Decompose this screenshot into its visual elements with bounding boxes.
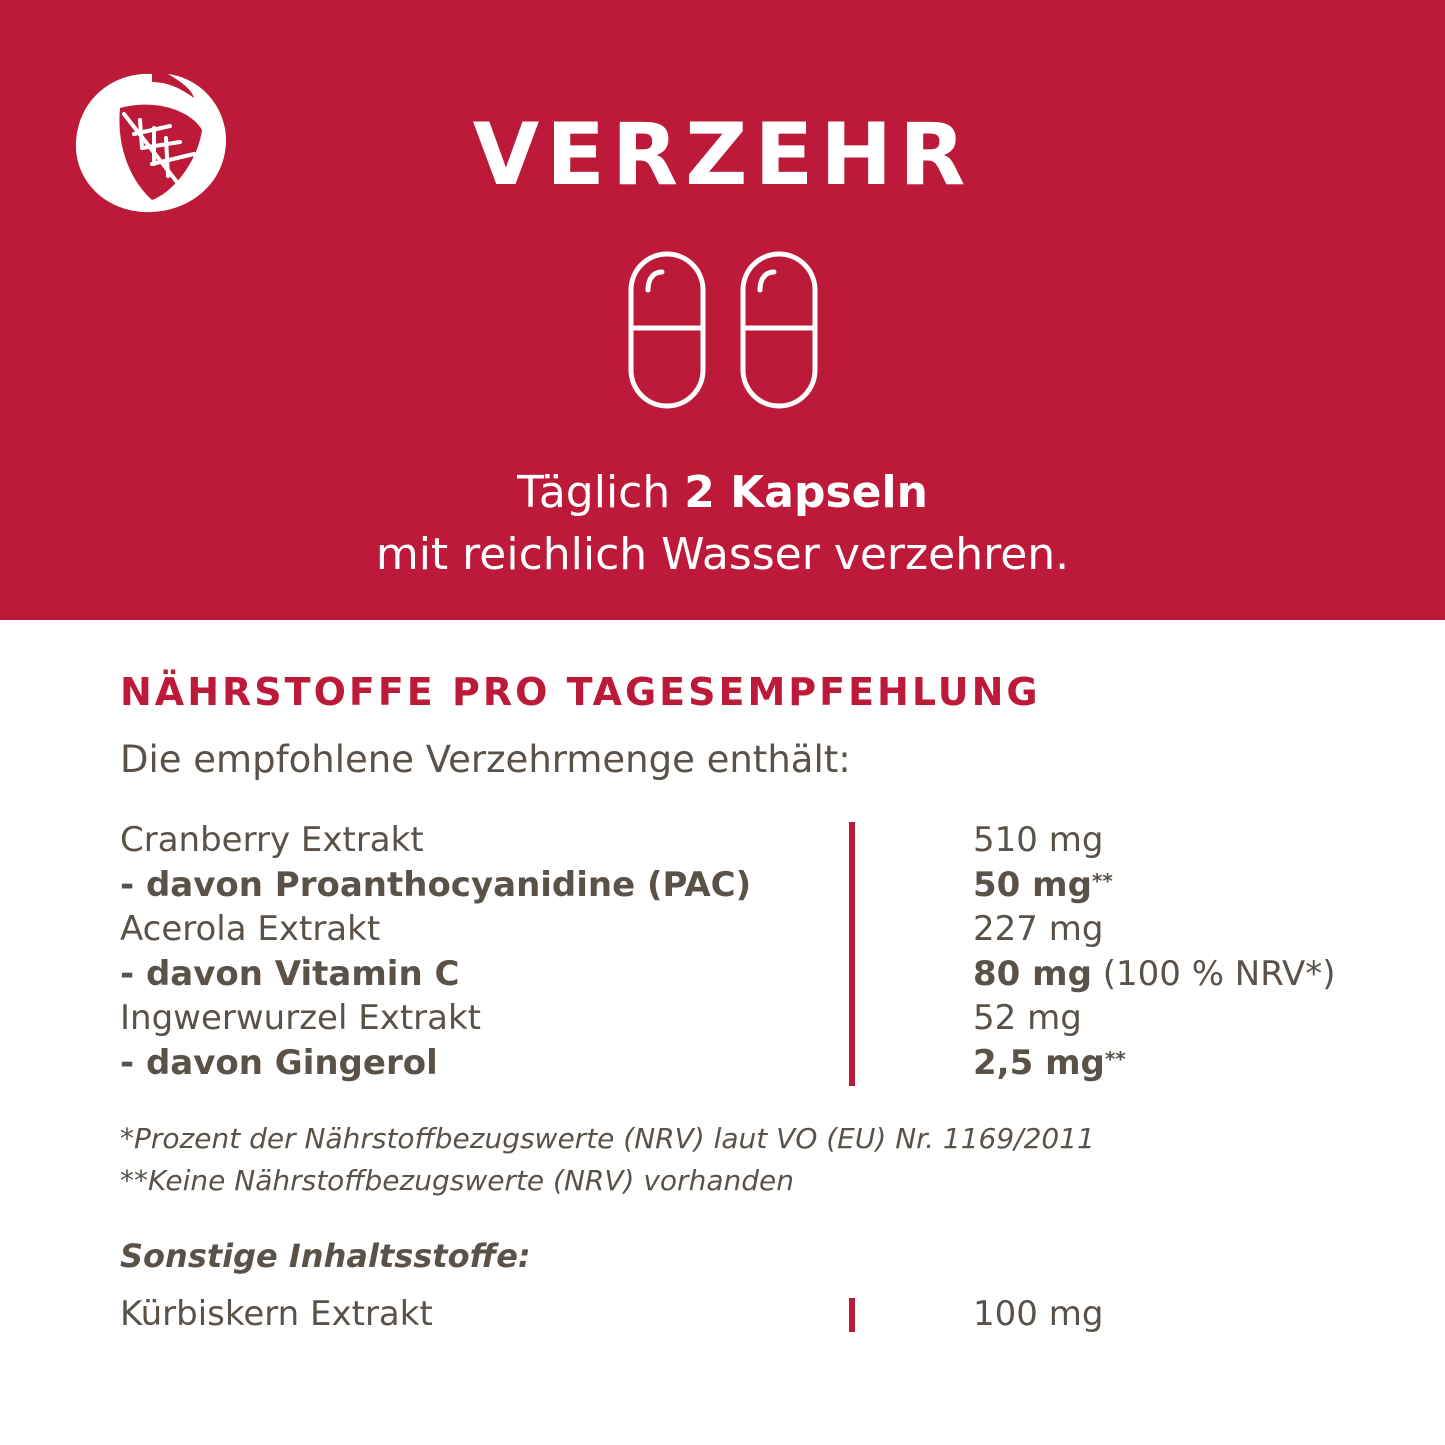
- nutrient-row: [120, 863, 1350, 908]
- nutrient-value: 510 mg: [973, 820, 1104, 860]
- consumption-banner: [0, 0, 1445, 620]
- intake-instructions: Täglich 2 Kapseln mit reichlich Wasser verzehren.: [375, 467, 1070, 580]
- nutrient-table: [120, 818, 1350, 1085]
- nutrient-row: [120, 996, 1350, 1041]
- footnote-nrv-percent: *Prozent der Nährstoffbezugswerte (NRV) laut VO (EU) Nr. 1169/2011: [120, 1122, 1095, 1155]
- nutrient-row: [120, 1041, 1350, 1086]
- nutrient-value: 52 mg: [973, 998, 1082, 1038]
- nutrient-value: 50 mg**: [973, 864, 1113, 905]
- other-ingredient-label: Kürbiskern Extrakt: [120, 1294, 433, 1334]
- nutrient-row: [120, 907, 1350, 952]
- nutrients-heading: NÄHRSTOFFE PRO TAGESEMPFEHLUNG: [120, 670, 1041, 714]
- other-ingredient-value: 100 mg: [973, 1294, 1104, 1334]
- footnote-no-nrv: **Keine Nährstoffbezugswerte (NRV) vorhanden: [120, 1164, 794, 1197]
- nutrient-label: Ingwerwurzel Extrakt: [120, 998, 481, 1038]
- nrv-note: (100 % NRV*): [1091, 953, 1336, 994]
- nutrient-label: Acerola Extrakt: [120, 909, 381, 949]
- nutrient-row: [120, 952, 1350, 997]
- footnotes: [120, 1118, 1320, 1202]
- nutrient-value: 2,5 mg**: [973, 1042, 1126, 1083]
- nutrient-value: 80 mg (100 % NRV*): [973, 953, 1336, 994]
- other-ingredients-heading: Sonstige Inhaltsstoffe:: [120, 1237, 531, 1275]
- other-ingredient-row: [120, 1290, 1320, 1340]
- capsules-icon: [620, 250, 830, 410]
- nutrient-label: - davon Gingerol: [120, 1042, 438, 1083]
- nutrient-label: - davon Vitamin C: [120, 953, 460, 994]
- page-title: VERZEHR: [472, 105, 973, 205]
- nutrient-value: 227 mg: [973, 909, 1104, 949]
- nutrient-row: [120, 818, 1350, 863]
- nutrients-intro: Die empfohlene Verzehrmenge enthält:: [120, 738, 851, 781]
- nutrient-label: Cranberry Extrakt: [120, 820, 424, 860]
- nutrient-label: - davon Proanthocyanidine (PAC): [120, 864, 752, 905]
